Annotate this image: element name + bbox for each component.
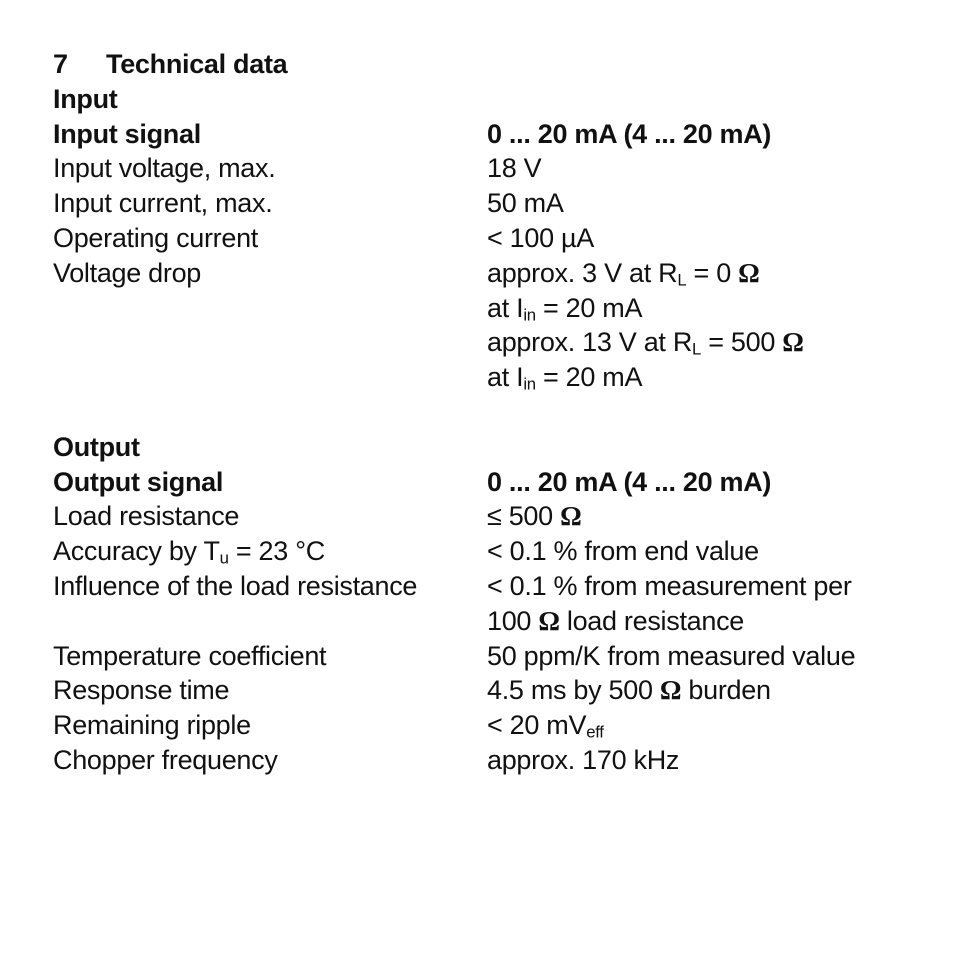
output-heading-row [53,430,913,465]
ohm-symbol: Ω [738,257,760,288]
ohm-symbol: Ω [560,501,582,532]
response-time-value [487,673,913,708]
voltage-drop-row-2 [53,291,913,326]
voltage-drop-line2-sub: in [523,304,536,324]
technical-data-page [53,47,913,778]
input-signal-value: 0 ... 20 mA (4 ... 20 mA) [487,118,772,149]
voltage-drop-row-3 [53,325,913,360]
influence-row-2 [53,604,913,639]
response-time-row [53,673,913,708]
input-heading: Input [53,83,118,114]
load-resistance-label: Load resistance [53,501,240,532]
remaining-ripple-row [53,708,913,743]
temperature-coefficient-row [53,639,913,674]
input-voltage-row [53,151,913,186]
load-resistance-value [487,499,913,534]
accuracy-label [53,534,487,569]
voltage-drop-line1-text: approx. 3 V at R [487,257,678,288]
voltage-drop-label: Voltage drop [53,257,202,288]
section-title-row [53,47,913,82]
output-signal-row [53,465,913,500]
influence-label: Influence of the load resistance [53,570,418,601]
remaining-ripple-label: Remaining ripple [53,710,251,741]
section-number: 7 [53,49,68,79]
influence-row [53,569,913,604]
output-signal-value: 0 ... 20 mA (4 ... 20 mA) [487,466,772,497]
accuracy-label-temp: = 23 °C [228,536,325,567]
input-current-value: 50 mA [487,188,564,219]
section-title: Technical data [106,49,288,79]
accuracy-label-sub: u [219,548,229,568]
ohm-symbol: Ω [782,327,804,358]
input-heading-row [53,82,913,117]
remaining-ripple-value [487,708,913,743]
voltage-drop-line3-eq: = 500 [701,327,783,358]
operating-current-label: Operating current [53,222,259,253]
voltage-drop-line3-text: approx. 13 V at R [487,327,693,358]
chopper-frequency-value: approx. 170 kHz [487,744,680,775]
influence-line2-num: 100 [487,605,539,636]
response-time-label: Response time [53,675,230,706]
voltage-drop-value-line3 [487,325,913,360]
output-signal-label: Output signal [53,466,224,497]
output-heading: Output [53,431,140,462]
accuracy-value: < 0.1 % from end value [487,536,759,567]
voltage-drop-line4-sub: in [523,374,536,394]
operating-current-value: < 100 µA [487,222,594,253]
influence-line2-text: load resistance [559,605,744,636]
voltage-drop-line1-eq: = 0 [686,257,739,288]
ohm-symbol: Ω [538,605,560,636]
chopper-frequency-label: Chopper frequency [53,744,278,775]
voltage-drop-value-line2 [487,291,913,326]
ohm-symbol: Ω [659,675,682,706]
input-current-label: Input current, max. [53,188,273,219]
voltage-drop-line4-eq: = 20 mA [535,362,643,393]
load-resistance-text: ≤ 500 [487,501,561,532]
input-voltage-label: Input voltage, max. [53,153,276,184]
response-time-burden: burden [681,675,771,706]
voltage-drop-line3-sub: L [692,339,702,359]
operating-current-row [53,221,913,256]
influence-value-line1: < 0.1 % from measurement per [487,570,852,601]
voltage-drop-value-line1 [487,256,913,291]
voltage-drop-value-line4 [487,360,913,395]
input-signal-label: Input signal [53,118,201,149]
accuracy-row [53,534,913,569]
voltage-drop-line2-text: at I [487,292,524,323]
load-resistance-row [53,499,913,534]
remaining-ripple-sub: eff [586,722,604,742]
input-voltage-value: 18 V [487,153,542,184]
voltage-drop-row [53,256,913,291]
remaining-ripple-text: < 20 mV [487,710,587,741]
voltage-drop-line4-text: at I [487,362,524,393]
input-current-row [53,186,913,221]
influence-value-line2 [487,604,913,639]
voltage-drop-line2-eq: = 20 mA [535,292,643,323]
section-spacer [53,395,913,430]
voltage-drop-line1-sub: L [677,270,687,290]
temperature-coefficient-label: Temperature coefficient [53,640,327,671]
response-time-text: 4.5 ms by 500 [487,675,660,706]
voltage-drop-row-4 [53,360,913,395]
accuracy-label-text: Accuracy by T [53,536,220,567]
input-signal-row [53,117,913,152]
chopper-frequency-row [53,743,913,778]
temperature-coefficient-value: 50 ppm/K from measured value [487,640,856,671]
